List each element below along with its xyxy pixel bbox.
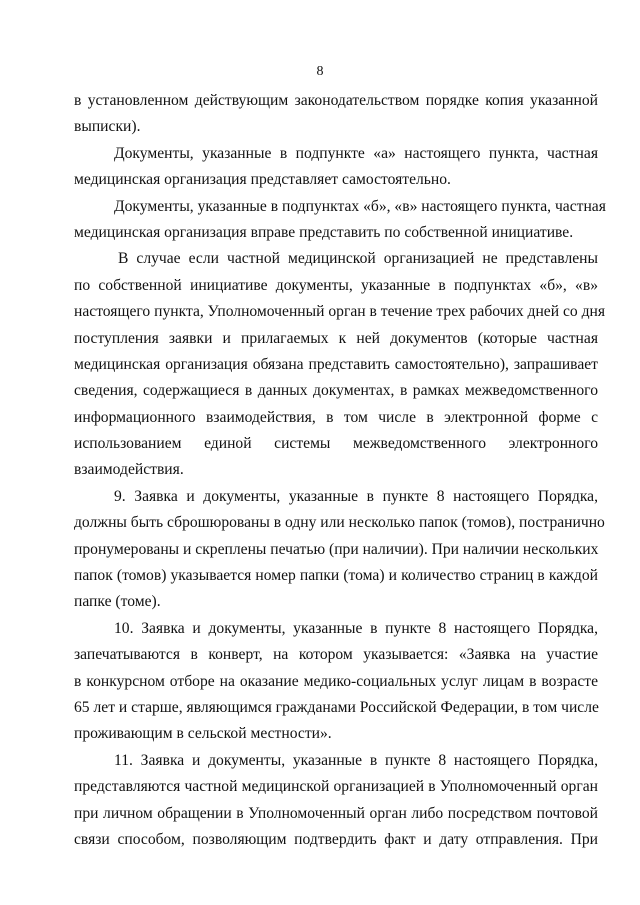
- text-line: медицинская организация представляет самостоятельно.: [74, 171, 451, 189]
- text-line: сведения, содержащиеся в данных документах, в рамках межведомственного: [74, 382, 598, 400]
- text-line: настоящего пункта, Уполномоченный орган в течение трех рабочих дней со дня: [74, 303, 606, 321]
- text-line: медицинская организация вправе представить по собственной инициативе.: [74, 223, 574, 241]
- document-body: [74, 88, 606, 853]
- text-line: в установленном действующим законодательством порядке копия указанной: [74, 92, 598, 109]
- text-line: должны быть сброшюрованы в одну или несколько папок (томов), постранично: [74, 514, 605, 532]
- text-line: взаимодействия.: [74, 461, 184, 479]
- text-line: информационного взаимодействия, в том числе в электронной форме с: [74, 408, 598, 426]
- text-line: В случае если частной медицинской организацией не представлены: [118, 250, 598, 268]
- page-number: 8: [316, 64, 324, 79]
- text-line: при личном обращении в Уполномоченный орган либо посредством почтовой: [74, 804, 598, 822]
- text-line: выписки).: [74, 118, 141, 136]
- text-line: поступления заявки и прилагаемых к ней документов (которые частная: [74, 329, 598, 347]
- text-line: медицинская организация обязана представить самостоятельно), запрашивает: [74, 355, 598, 373]
- text-line: 65 лет и старше, являющимся гражданами Российской Федерации, в том числе: [74, 698, 599, 716]
- text-line: 10. Заявка и документы, указанные в пункте 8 настоящего Порядка,: [114, 619, 598, 637]
- text-line: папок (томов) указывается номер папки (тома) и количество страниц в каждой: [74, 567, 598, 585]
- text-line: пронумерованы и скреплены печатью (при наличии). При наличии нескольких: [74, 540, 599, 558]
- text-line: представляются частной медицинской организацией в Уполномоченный орган: [74, 778, 598, 796]
- text-line: по собственной инициативе документы, указанные в подпунктах «б», «в»: [74, 276, 598, 294]
- text-line: связи способом, позволяющим подтвердить факт и дату отправления. При: [74, 830, 598, 848]
- text-line: Документы, указанные в подпункте «а» настоящего пункта, частная: [114, 144, 598, 162]
- text-line: папке (томе).: [74, 593, 161, 611]
- text-line: Документы, указанные в подпунктах «б», «в» настоящего пункта, частная: [114, 197, 606, 215]
- text-line: использованием единой системы межведомственного электронного: [74, 435, 598, 453]
- text-line: запечатываются в конверт, на котором указывается: «Заявка на участие: [74, 646, 598, 664]
- text-line: проживающим в сельской местности».: [74, 725, 332, 743]
- text-line: 11. Заявка и документы, указанные в пункте 8 настоящего Порядка,: [114, 751, 598, 769]
- text-line: 9. Заявка и документы, указанные в пункте 8 настоящего Порядка,: [114, 487, 598, 505]
- text-line: в конкурсном отборе на оказание медико-социальных услуг лицам в возрасте: [74, 672, 598, 690]
